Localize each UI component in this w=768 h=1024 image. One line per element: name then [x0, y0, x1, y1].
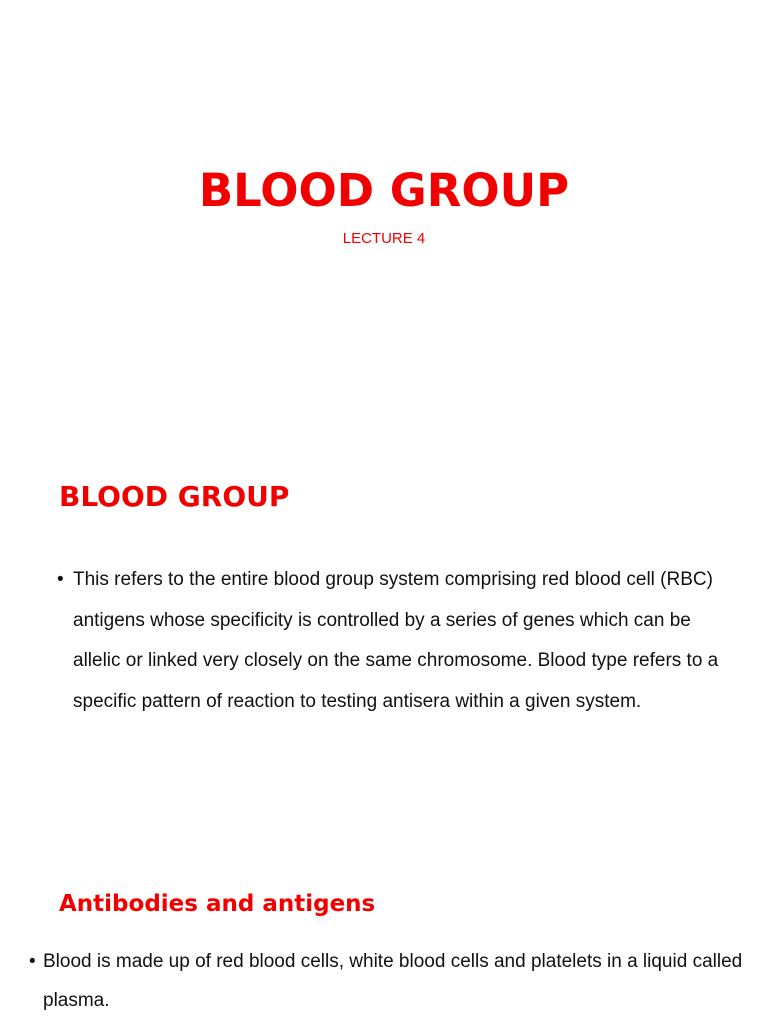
slide-title: BLOOD GROUP — [198, 164, 570, 217]
content-slide-antibodies — [0, 832, 768, 1024]
content-slide-blood-group — [0, 432, 768, 832]
bullet-icon: • — [57, 569, 64, 590]
slide-subtitle: LECTURE 4 — [342, 230, 426, 247]
bullet-text: This refers to the entire blood group system comprising red blood cell (RBC) antigens whose specificity is controlled by a series of genes which can be allelic or linked very closely on the same chromosome. Blood type refers to a specific pattern of reaction to testing antisera within a given system. — [73, 569, 719, 712]
bullet-item — [57, 560, 727, 722]
bullet-item — [29, 942, 754, 1020]
bullet-text: Blood is made up of red blood cells, white blood cells and platelets in a liquid called plasma. — [43, 951, 743, 1011]
slide-heading: BLOOD GROUP — [59, 480, 290, 513]
bullet-icon: • — [29, 951, 36, 972]
slide-heading: Antibodies and antigens — [59, 891, 376, 917]
title-slide — [0, 0, 768, 432]
